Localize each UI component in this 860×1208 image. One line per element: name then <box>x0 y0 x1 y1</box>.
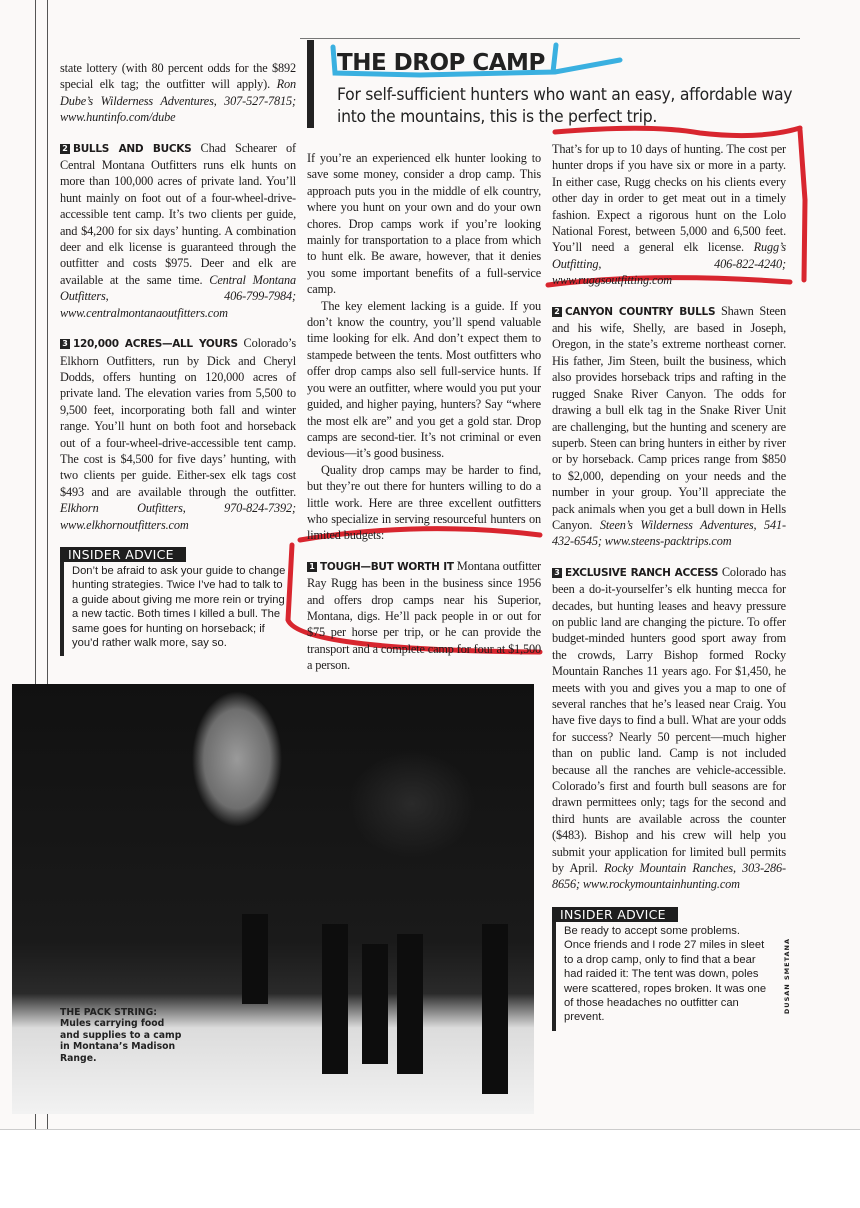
mule-leg <box>322 924 348 1074</box>
contact: Rugg’s Outfitting, 406-822-4240; www.ruggsoutfitting.com <box>552 240 786 288</box>
outfitter-item-3: 3 EXCLUSIVE RANCH ACCESS Colorado has been a do-it-yourselfer’s elk hunting mecca for decades, but hunting leases and heavy pressure on public land are changing the picture. To offer budget-minded hunters good sport away from the crowds, Larry Bishop formed Rocky Mountain Ranches 11 years ago. For $1,450, he meets with you and gives you a map to one of several ranches that he’s leased near Craig. You have five days to find a bull. What are your odds for success? Nearly 50 percent—much higher than on public land. Camp is not included because all the ranches are vehicle-accessible. Colorado’s first and fourth bull seasons are for drawn permittees only; tags for the second and third hunts are available across the counter ($483). Bishop and his crew will help you submit your application for limited bull permits by April. Rocky Mountain Ranches, 303-286-8656; www.rockymountainhunting.com <box>552 564 786 892</box>
outfitter-item-2: 2 CANYON COUNTRY BULLS Shawn Steen and his wife, Shelly, are based in Joseph, Oregon, in the state’s extreme northeast corner. His father, Jim Steen, built the business, which also provides horseback trips and rafting in the rugged Snake River Canyon. The odds for drawing a bull elk tag in the Snake River Unit are challenging, but the hunting and scenery are superb. Steen can bring hunters in either by river or by horseback. Camp prices range from $850 to $2,000, depending on your needs and the number in your group. You’ll appreciate the pack animals when you get a bull down in Hells Canyon. Steen’s Wilderness Adventures, 541-432-6545; www.steens-packtrips.com <box>552 303 786 549</box>
insider-advice-heading: INSIDER ADVICE <box>60 547 186 562</box>
column-1 <box>60 60 296 656</box>
item-number: 3 <box>552 568 562 578</box>
insider-advice-box: Don’t be afraid to ask your guide to change hunting strategies. Twice I’ve had to talk to a guide about giving me more rein or trying a new tactic. Both times I killed a bull. The same goes for hunting on horseback; if you’d rather walk more, say so. <box>60 562 290 656</box>
red-underline-deck <box>555 128 800 136</box>
item-title: EXCLUSIVE RANCH ACCESS <box>565 566 719 579</box>
insider-advice <box>60 547 296 656</box>
mule-leg <box>397 934 423 1074</box>
column-3 <box>552 141 791 1031</box>
caption-title: THE PACK STRING: <box>60 1006 157 1018</box>
subtitle: For self-sufficient hunters who want an easy, affordable way into the mountains, this is the perfect trip. <box>337 85 793 127</box>
item-title: BULLS AND BUCKS <box>73 142 192 155</box>
paragraph: The key element lacking is a guide. If you don’t know the country, you’ll spend valuable time looking for elk. And don’t expect them to stampede between the tents. Most outfitters who offer drop camps also sell full-service hunts. If you were an outfitter, where would you put your guided, and higher paying, hunters? Say “where the most elk are” and you get a gold star. Drop camps are second-tier. It’s not criminal or even devious—it’s good business. <box>307 298 541 461</box>
insider-advice-row <box>552 922 795 1031</box>
pack-string-photo <box>12 684 534 1114</box>
insider-advice <box>552 906 791 1031</box>
header-rule <box>300 38 800 39</box>
item-number: 2 <box>552 307 562 317</box>
item-number: 1 <box>307 562 317 572</box>
insider-advice-heading: INSIDER ADVICE <box>552 907 678 922</box>
outfitter-item-3: 3 120,000 ACRES—ALL YOURS Colorado’s Elkhorn Outfitters, run by Dick and Cheryl Dodds, offers hunting on 120,000 acres of private land. The elevation varies from 5,500 to 9,500 feet, incorporating both fall and winter range. You’ll hunt on both foot and horseback out of a four-wheel-drive-accessible tent camp. The cost is $4,500 for five days’ hunting, with two clients per guide. Either-sex elk tags cost $493 and are available through the outfitter. Elkhorn Outfitters, 970-824-7392; www.elkhornoutfitters.com <box>60 336 296 532</box>
scan-margin <box>0 1129 860 1208</box>
contact: Steen’s Wilderness Adventures, 541-432-6545; www.steens-packtrips.com <box>552 517 786 549</box>
contact: Central Montana Outfitters, 406-799-7984; www.centralmontanaoutfitters.com <box>60 272 296 320</box>
outfitter-item-2: 2 BULLS AND BUCKS Chad Schearer of Central Montana Outfitters runs elk hunts on more than 100,000 acres of private land. You’ll hunt mainly on foot out of a four-wheel-drive-accessible tent camp. It’s two clients per guide, and $4,200 for six days’ hunting. A combination deer and elk license is guaranteed through the outfitter and costs $975. Deer and elk are available at the same time. Central Montana Outfitters, 406-799-7984; www.centralmontanaoutfitters.com <box>60 140 296 320</box>
insider-advice-box: Be ready to accept some problems. Once friends and I rode 27 miles in sleet to a drop camp, only to find that a bear had raided it: The tent was down, poles were scattered, ropes broken. It was one of those headaches no outfitter can prevent. <box>552 922 769 1031</box>
item-number: 2 <box>60 144 70 154</box>
item-number: 3 <box>60 339 70 349</box>
photo-credit: DUSAN SMETANA <box>783 938 791 1015</box>
item-title: 120,000 ACRES—ALL YOURS <box>73 338 238 351</box>
contact: Elkhorn Outfitters, 970-824-7392; www.elkhornoutfitters.com <box>60 501 296 532</box>
paragraph: Quality drop camps may be harder to find, but they’re out there for hunters willing to do a little work. Here are three excellent outfitters who specialize in serving resourceful hunters on limited budgets: <box>307 462 541 543</box>
intro-text: state lottery (with 80 percent odds for the $892 special elk tag; the outfitter will apply). Ron Dube’s Wilderness Adventures, 307-527-7815; www.huntinfo.com/dube <box>60 61 296 125</box>
item-title: CANYON COUNTRY BULLS <box>565 305 716 318</box>
page-title: THE DROP CAMP <box>337 50 545 76</box>
mule-leg <box>482 924 508 1094</box>
continued-text: That’s for up to 10 days of hunting. The cost per hunter drops if you have six or more in a party. In either case, Rugg checks on his clients every other day in order to get meat out in a timely fashion. Expect a rigorous hunt on the Lolo National Forest, between 5,000 and 6,500 feet. You’ll need a general elk license. Rugg’s Outfitting, 406-822-4240; www.ruggsoutfitting.com <box>552 142 786 288</box>
caption-body: Mules carrying food and supplies to a camp in Montana’s Madison Range. <box>60 1018 182 1064</box>
headline-bar <box>307 40 314 128</box>
contact: Rocky Mountain Ranches, 303-286-8656; www.rockymountainhunting.com <box>552 861 786 892</box>
item-title: TOUGH—BUT WORTH IT <box>320 560 454 573</box>
paragraph: If you’re an experienced elk hunter looking to save some money, consider a drop camp. This approach puts you in the middle of elk country, where you hunt on your own and do your own chores. Drop camps work if you’re looking mainly for transportation to a place from which to hunt elk. Be aware, however, that it denies you some important benefits of a full-service camp. <box>307 151 541 297</box>
column-2 <box>307 150 541 674</box>
photo-caption <box>60 1007 185 1065</box>
mule-leg <box>362 944 388 1064</box>
mule-leg <box>242 914 268 1004</box>
outfitter-item-1: 1 TOUGH—BUT WORTH IT Montana outfitter Ray Rugg has been in the business since 1956 and offers drop camps near his Superior, Montana, digs. He’ll pack people in or out for $75 per horse per trip, or he can provide the transport and a complete camp for four at $1,500 a person. <box>307 558 541 673</box>
